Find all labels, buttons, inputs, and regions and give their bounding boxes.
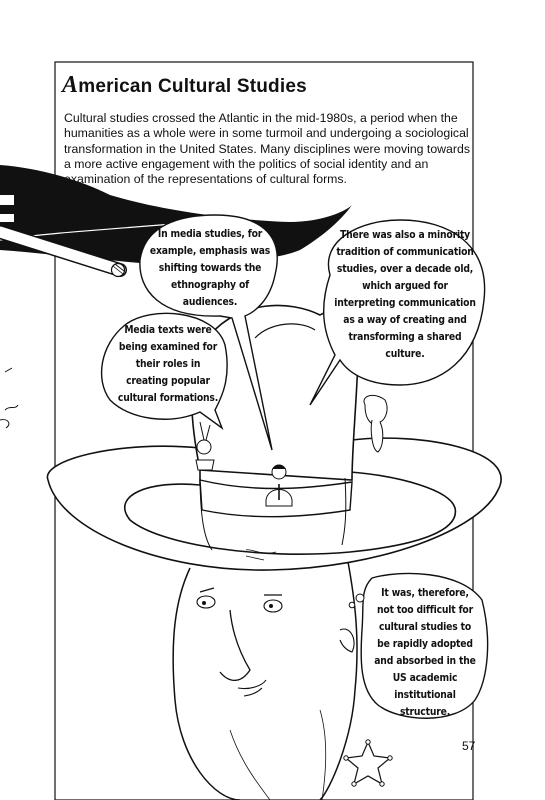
bubble-media-studies-text: In media studies, for example, emphasis was shifting towards the ethnography of audiences. bbox=[149, 228, 271, 308]
intro-paragraph: Cultural studies crossed the Atlantic in the mid-1980s, a period when the humanities as a whole were in some turmoil and undergoing a sociological transformation in the United States. Many disciplines were moving towards a more active engagement with the politics of social identity and an examination of the representations of cultural forms. bbox=[64, 111, 470, 187]
title-dropcap: A bbox=[62, 72, 79, 98]
title-text: merican Cultural Studies bbox=[78, 76, 307, 97]
page-title bbox=[62, 72, 307, 99]
sheriff-star-icon bbox=[344, 740, 392, 786]
bubble-media-texts-text: Media texts were being examined for their roles in creating popular cultural formations. bbox=[117, 324, 219, 404]
bubble-therefore-text: It was, therefore, not too difficult for cultural studies to be rapidly adopted and absorbed in the US academic institutional structure. bbox=[374, 587, 476, 718]
cowboy-face bbox=[173, 562, 357, 800]
page-number: 57 bbox=[462, 739, 476, 753]
bubble-minority-tradition-text: There was also a minority tradition of communication studies, over a decade old, which argued for interpreting communication as a way of creating and transforming a shared culture. bbox=[334, 229, 476, 360]
